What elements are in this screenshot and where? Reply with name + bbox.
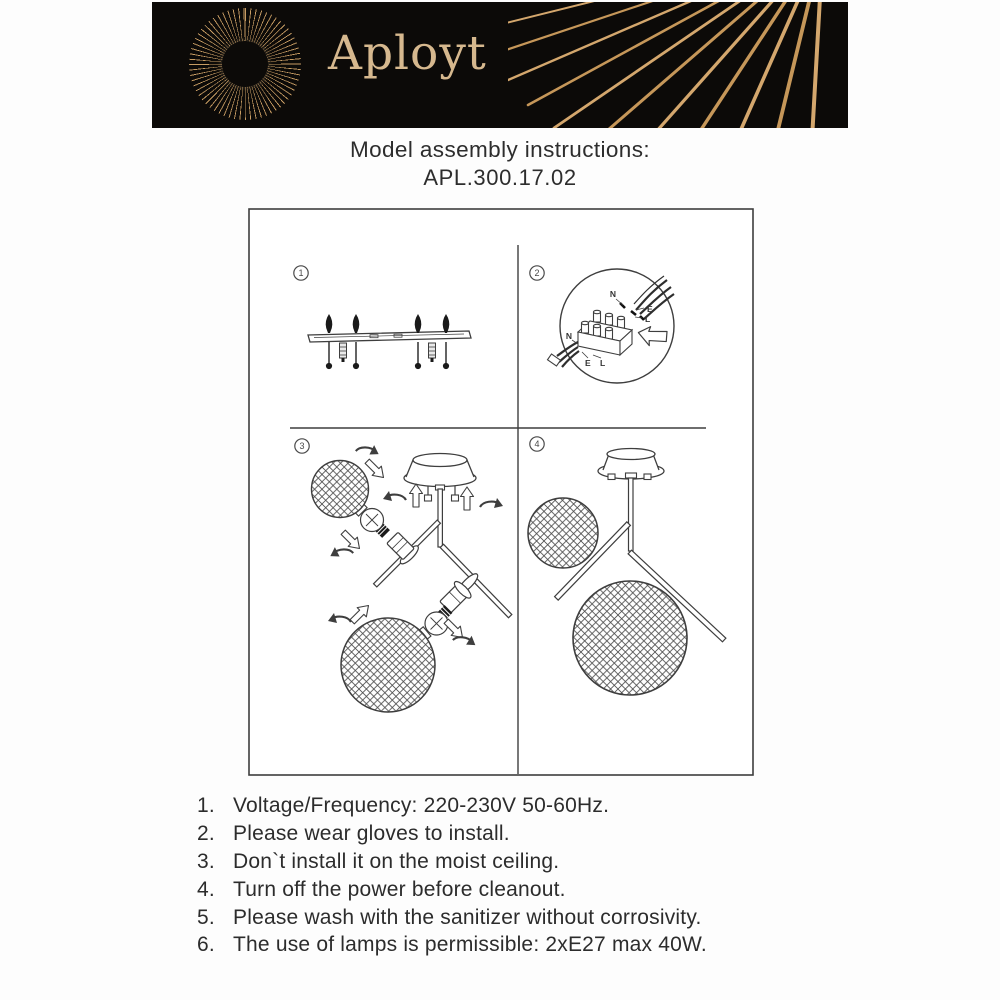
step4-small-mesh-globe: [528, 498, 598, 568]
instruction-text: Voltage/Frequency: 220-230V 50-60Hz.: [233, 794, 610, 817]
instruction-item: [197, 823, 857, 845]
step3-stem: [438, 489, 442, 547]
instruction-number: 5.: [197, 905, 215, 929]
small-mesh-globe: [312, 461, 369, 518]
model-number: APL.300.17.02: [423, 165, 577, 190]
label-l-in: L: [645, 314, 651, 324]
instruction-text: Turn off the power before cleanout.: [233, 877, 566, 901]
instruction-text: Don`t install it on the moist ceiling.: [233, 849, 560, 873]
large-mesh-globe: [341, 618, 435, 712]
step-4-badge: [530, 437, 544, 451]
instruction-item: [197, 795, 857, 817]
step-4-number: 4: [534, 439, 540, 450]
instruction-number: 3.: [197, 849, 215, 873]
brand-name: Aployt: [328, 26, 487, 81]
step-3-number: 3: [299, 441, 305, 452]
sunburst-logo-icon: [189, 8, 301, 120]
title-block: [0, 136, 1000, 192]
instruction-number: 6.: [197, 933, 215, 957]
label-n-out: N: [565, 331, 573, 341]
corner-rays-decoration: [508, 2, 848, 128]
instruction-text: Please wash with the sanitizer without corrosivity.: [233, 905, 702, 929]
step-2-number: 2: [534, 268, 540, 279]
step-1-badge: [294, 266, 308, 280]
instruction-item: [197, 907, 857, 929]
bulb-upper-icon: [361, 509, 384, 532]
step-1-number: 1: [298, 268, 304, 279]
label-e-in: E: [647, 304, 653, 314]
step4-stem: [629, 478, 634, 551]
label-e-out: E: [585, 358, 591, 368]
step4-canopy: [598, 449, 664, 480]
step4-large-mesh-globe: [573, 581, 687, 695]
instruction-number: 4.: [197, 877, 215, 901]
instruction-item: [197, 879, 857, 901]
instruction-list: [197, 795, 857, 962]
instruction-number: 1.: [197, 794, 215, 817]
label-n-in: N: [609, 289, 617, 299]
brand-banner: [152, 2, 848, 128]
instruction-text: The use of lamps is permissible: 2xE27 max 40W.: [233, 933, 707, 957]
assembly-diagram: [248, 208, 754, 776]
instruction-item: [197, 851, 857, 873]
instruction-item: [197, 934, 857, 956]
step-3-badge: [295, 439, 309, 453]
step-2-badge: [530, 266, 544, 280]
label-l-out: L: [600, 358, 606, 368]
instruction-text: Please wear gloves to install.: [233, 821, 510, 845]
instruction-number: 2.: [197, 821, 215, 845]
page-title: Model assembly instructions:: [349, 137, 651, 162]
